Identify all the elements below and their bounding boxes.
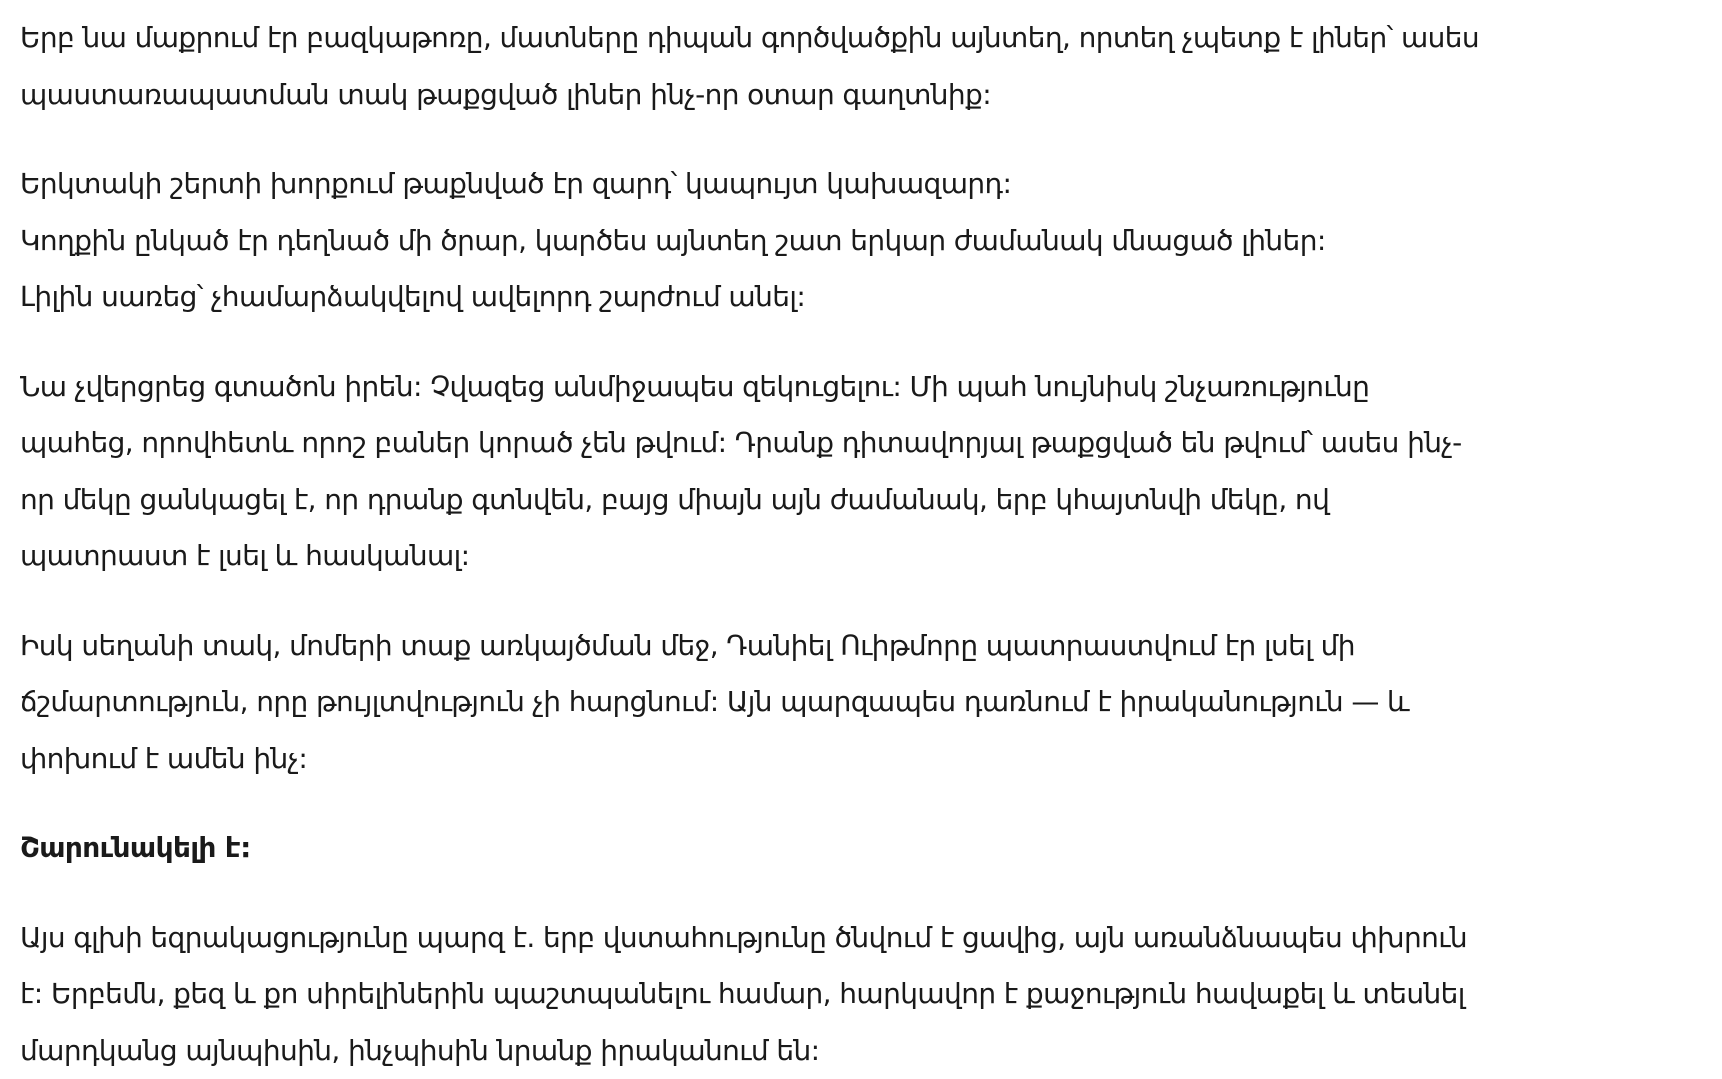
paragraph-5 [20,910,1702,1079]
text-line: փոխում է ամեն ինչ: [20,731,1702,788]
paragraph-1 [20,10,1702,123]
paragraph-4 [20,618,1702,788]
text-line: պահեց, որովհետև որոշ բաներ կորած չեն թվում: Դրանք դիտավորյալ թաքցված են թվում՝ ասես ինչ- [20,415,1702,472]
text-line: պաստառապատման տակ թաքցված լիներ ինչ-որ օտար գաղտնիք: [20,67,1702,124]
text-line: Լիլին սառեց՝ չհամարձակվելով ավելորդ շարժում անել: [20,269,1702,326]
text-line: մարդկանց այնպիսին, ինչպիսին նրանք իրականում են: [20,1023,1702,1079]
text-line: Երկտակի շերտի խորքում թաքնված էր զարդ՝ կապույտ կախազարդ: [20,156,1702,213]
text-line: Երբ նա մաքրում էր բազկաթոռը, մատները դիպան գործվածքին այնտեղ, որտեղ չպետք է լիներ՝ ասես [20,10,1702,67]
paragraph-3 [20,359,1702,585]
text-line: որ մեկը ցանկացել է, որ դրանք գտնվեն, բայց միայն այն ժամանակ, երբ կհայտնվի մեկը, ով [20,472,1702,529]
paragraph-2 [20,156,1702,326]
text-line: ճշմարտություն, որը թույլտվություն չի հարցնում: Այն պարզապես դառնում է իրականություն — և [20,674,1702,731]
text-line: է: Երբեմն, քեզ և քո սիրելիներին պաշտպանելու համար, հարկավոր է քաջություն հավաքել և տեսնել [20,966,1702,1023]
text-line: Նա չվերցրեց գտածոն իրեն: Չվազեց անմիջապես զեկուցելու: Մի պահ նույնիսկ շնչառությունը [20,359,1702,416]
text-line: Այս գլխի եզրակացությունը պարզ է. երբ վստահությունը ծնվում է ցավից, այն առանձնապես փխրուն [20,910,1702,967]
continued-heading: Շարունակելի է: [20,820,1702,877]
text-line: պատրաստ է լսել և հասկանալ: [20,528,1702,585]
text-line: Իսկ սեղանի տակ, մոմերի տաք առկայծման մեջ, Դանիել Ուիթմորը պատրաստվում էր լսել մի [20,618,1702,675]
text-line: Կողքին ընկած էր դեղնած մի ծրար, կարծես այնտեղ շատ երկար ժամանակ մնացած լիներ: [20,213,1702,270]
